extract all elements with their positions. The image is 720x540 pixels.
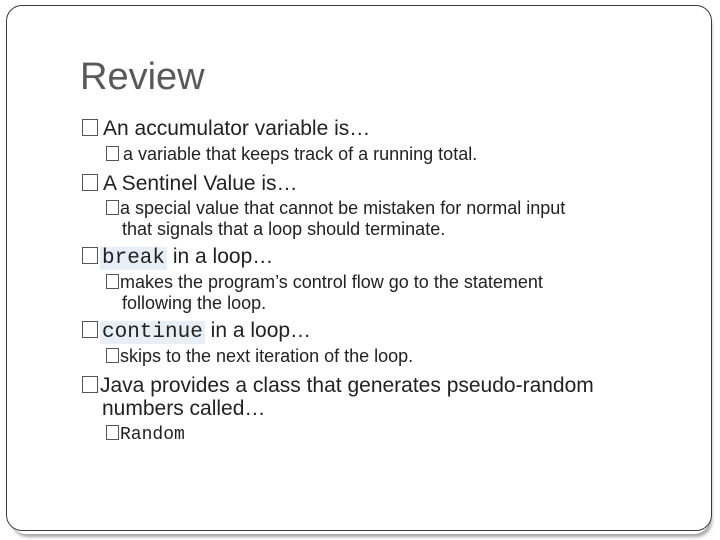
bullet-text: A Sentinel Value is… [103, 172, 298, 195]
bullet-accumulator [82, 117, 370, 141]
bullet-sentinel [82, 172, 298, 196]
sub-bullet-text: a variable that keeps track of a running total. [123, 144, 478, 164]
bullet-text-line2: numbers called… [102, 397, 266, 420]
square-bullet-icon [82, 247, 98, 264]
square-bullet-icon [82, 321, 98, 338]
sub-bullet-break-definition-cont [122, 293, 266, 314]
sub-bullet-text-line2: following the loop. [122, 293, 267, 313]
bullet-text: in a loop… [167, 245, 274, 268]
sub-bullet-sentinel-definition [106, 198, 565, 219]
bullet-java-random-cont [102, 397, 265, 421]
bullet-text: An accumulator variable is… [103, 117, 371, 140]
bullet-break [82, 245, 273, 271]
square-bullet-icon [106, 425, 119, 440]
continue-keyword: continue [102, 321, 203, 344]
sub-bullet-sentinel-definition-cont [122, 219, 445, 240]
random-class-name: Random [120, 425, 185, 445]
square-bullet-icon [106, 348, 119, 363]
sub-bullet-break-definition [106, 272, 543, 293]
square-bullet-icon [82, 174, 98, 191]
bullet-text: in a loop… [204, 319, 312, 342]
bullet-continue [82, 319, 311, 345]
sub-bullet-text: skips to the next iteration of the loop. [120, 346, 414, 366]
bullet-java-random [82, 374, 594, 398]
sub-bullet-random-class [106, 423, 185, 446]
square-bullet-icon [106, 200, 119, 215]
square-bullet-icon [106, 274, 119, 289]
sub-bullet-continue-definition [106, 346, 413, 367]
sub-bullet-text-line1: makes the program’s control flow go to the statement [120, 272, 543, 292]
sub-bullet-text-line2: that signals that a loop should terminate. [122, 219, 446, 239]
sub-bullet-text-line1: a special value that cannot be mistaken for normal input [120, 198, 566, 218]
square-bullet-icon [106, 146, 119, 161]
bullet-text-line1: Java provides a class that generates pseudo-random [100, 374, 594, 397]
square-bullet-icon [82, 376, 98, 393]
square-bullet-icon [82, 119, 98, 136]
break-keyword: break [102, 247, 166, 270]
sub-bullet-accumulator-definition [106, 144, 477, 165]
slide-title: Review [80, 56, 205, 98]
